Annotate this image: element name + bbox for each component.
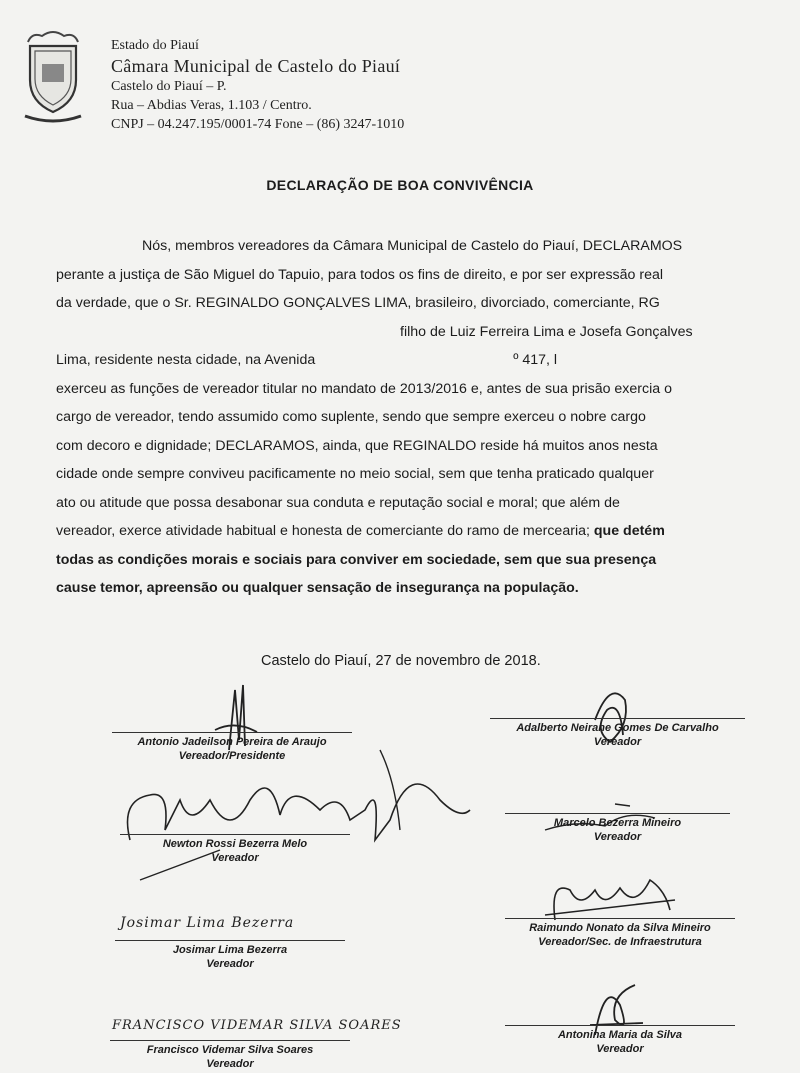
signatory-name: Marcelo Bezerra Mineiro xyxy=(553,817,682,829)
body-line: exerceu as funções de vereador titular no mandato de 2013/2016 e, antes de sua prisão exercia o xyxy=(56,380,672,397)
body-line: vereador, exerce atividade habitual e honesta de comerciante do ramo de mercearia; xyxy=(56,523,590,539)
signature-block xyxy=(110,1040,350,1071)
signature-block xyxy=(505,813,730,844)
signatory-name: Raimundo Nonato da Silva Mineiro xyxy=(529,922,711,934)
signatory-name: Antonio Jadeilson Pereira de Araujo xyxy=(137,736,327,748)
signatory-name: Josimar Lima Bezerra xyxy=(172,944,288,956)
letterhead-address: Rua – Abdias Veras, 1.103 / Centro. xyxy=(111,98,312,113)
signatory-name: Adalberto Neirane Gomes De Carvalho xyxy=(516,722,719,734)
place-date: Castelo do Piauí, 27 de novembro de 2018. xyxy=(261,653,541,669)
signatory-role: Vereador xyxy=(206,1058,254,1070)
body-line: cidade onde sempre conviveu pacificamente no meio social, sem que tenha praticado qualquer xyxy=(56,466,654,482)
signatory-role: Vereador/Presidente xyxy=(178,750,286,762)
body-line: Lima, residente nesta cidade, na Avenida xyxy=(56,352,316,368)
declaration-body xyxy=(56,232,786,603)
signatory-role: Vereador xyxy=(593,736,642,748)
handwritten-name: FRANCISCO VIDEMAR SILVA SOARES xyxy=(112,1018,402,1033)
body-line: perante a justiça de São Miguel do Tapuio, para todos os fins de direito, e por ser expressão real xyxy=(56,266,664,283)
body-line-bold: todas as condições morais e sociais para conviver em sociedade, sem que sua presença xyxy=(56,551,657,568)
document-title: DECLARAÇÃO DE BOA CONVIVÊNCIA xyxy=(266,177,534,193)
body-line: ato ou atitude que possa desabonar sua conduta e reputação social e moral; que além de xyxy=(56,494,620,511)
letterhead-city: Castelo do Piauí – P. xyxy=(111,79,227,94)
letterhead-state: Estado do Piauí xyxy=(111,38,199,53)
signature-block xyxy=(120,834,350,865)
body-line-bold: cause temor, apreensão ou qualquer sensação de insegurança na população. xyxy=(56,580,579,596)
body-line: com decoro e dignidade; DECLARAMOS, ainda, que REGINALDO reside há muitos anos nesta xyxy=(56,437,658,454)
letterhead xyxy=(111,36,404,134)
signature-block xyxy=(490,718,745,749)
body-line: Nós, membros vereadores da Câmara Municipal de Castelo do Piauí, DECLARAMOS xyxy=(142,238,683,254)
body-line: º 417, l xyxy=(513,352,558,368)
signature-scribble-icon xyxy=(540,870,680,925)
signatory-role: Vereador/Sec. de Infraestrutura xyxy=(538,936,702,948)
signatory-role: Vereador xyxy=(593,831,642,843)
signatory-role: Vereador xyxy=(211,852,259,864)
signatory-role: Vereador xyxy=(596,1043,644,1055)
letterhead-chamber: Câmara Municipal de Castelo do Piauí xyxy=(111,56,401,76)
signatory-name: Antonina Maria da Silva xyxy=(557,1029,683,1041)
body-line-bold: que detém xyxy=(589,523,665,539)
body-line: cargo de vereador, tendo assumido como suplente, sendo que sempre exerceu o nobre cargo xyxy=(56,409,646,425)
municipal-crest-icon xyxy=(22,28,84,124)
signature-block xyxy=(112,732,352,763)
signatory-role: Vereador xyxy=(206,958,254,970)
signatory-name: Newton Rossi Bezerra Melo xyxy=(162,838,308,850)
body-line: filho de Luiz Ferreira Lima e Josefa Gonçalves xyxy=(400,323,693,340)
body-line: da verdade, que o Sr. REGINALDO GONÇALVES LIMA, brasileiro, divorciado, comerciante, RG xyxy=(56,295,660,311)
signature-block xyxy=(115,940,345,971)
signatory-name: Francisco Videmar Silva Soares xyxy=(146,1044,314,1056)
signature-block xyxy=(505,1025,735,1056)
handwritten-name: Josimar Lima Bezerra xyxy=(120,915,295,931)
letterhead-contact: CNPJ – 04.247.195/0001-74 Fone – (86) 3247-1010 xyxy=(111,117,405,132)
signature-block xyxy=(505,918,735,949)
